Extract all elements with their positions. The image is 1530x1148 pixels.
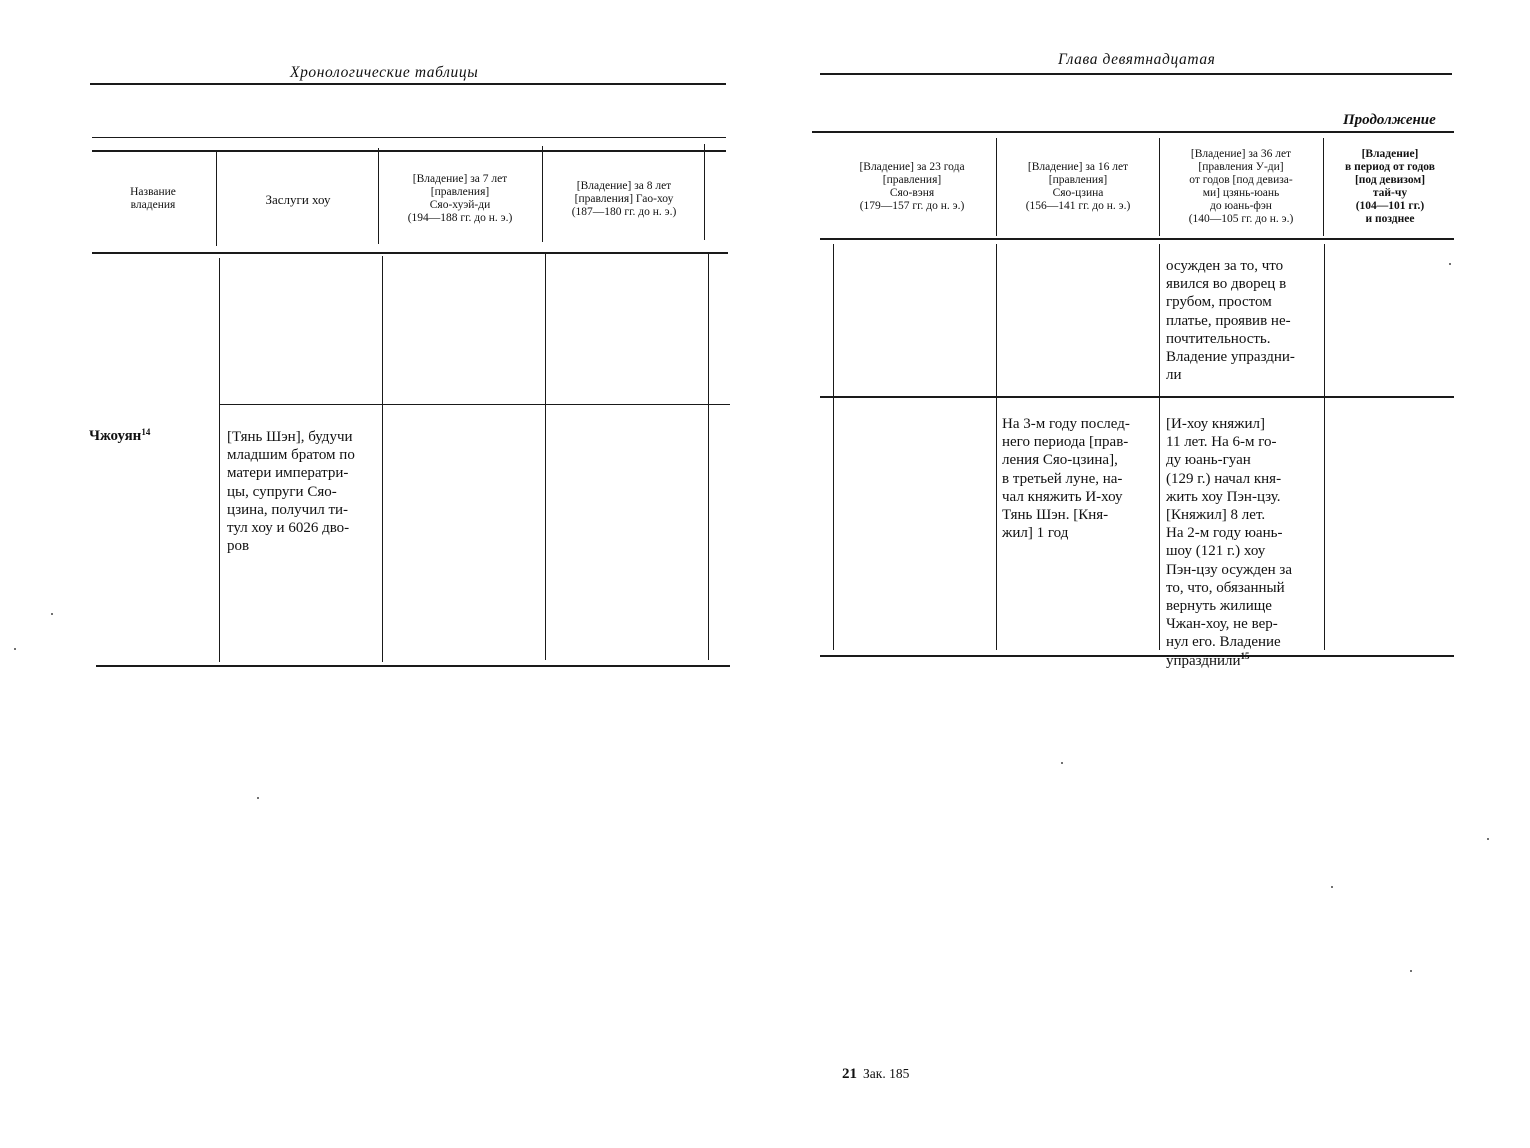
row2-xiaojing-text: На 3-м году послед- него периода [прав- ления Сяо-цзина], в третьей луне, на- чал княжить И-хоу Тянь Шэн. [Кня- жил] 1 год xyxy=(1002,416,1130,542)
left-col-divider xyxy=(704,144,705,240)
footnote-ref: 15 xyxy=(1240,650,1250,661)
column-header-text: [Владение] за 16 лет [правления] Сяо-цзина (156—141 гг. до н. э.) xyxy=(1025,161,1131,212)
printer-mark: Зак. 185 xyxy=(863,1066,910,1081)
left-col-header-reign-1 xyxy=(380,154,540,244)
column-header-text: [Владение] в период от годов [под девизом] тай-чу (104—101 гг.) и позднее xyxy=(1345,148,1435,225)
left-col-divider xyxy=(545,254,546,660)
column-header-text: Заслуги хоу xyxy=(265,191,331,207)
right-col-header-taichu xyxy=(1326,140,1454,234)
column-header-text: [Владение] за 36 лет [правления У-ди] от годов [под девиза- ми] цзянь-юань до юань-фэн (140—105 гг. до н. э.) xyxy=(1188,148,1294,225)
left-table-bottom-rule xyxy=(96,665,730,667)
left-col-header-merit xyxy=(220,154,376,244)
right-col-header-xiaowen xyxy=(830,140,994,234)
right-col-divider xyxy=(1323,138,1324,236)
left-col-header-reign-2 xyxy=(544,154,704,244)
left-col-divider xyxy=(382,256,383,662)
right-header-bottom-rule xyxy=(820,238,1454,240)
right-col-divider xyxy=(996,138,997,236)
row1-wudi-text: осужден за то, что явился во дворец в грубом, простом платье, проявив не- почтительность. Владение упраздни- ли xyxy=(1166,258,1295,384)
footnote-ref: 14 xyxy=(141,427,151,437)
left-table-top-rule xyxy=(92,137,726,138)
column-header-text: [Владение] за 23 года [правления] Сяо-вэня (179—157 гг. до н. э.) xyxy=(859,161,965,212)
left-col-divider xyxy=(216,150,217,246)
row-name-text: Чжоуян xyxy=(89,428,142,444)
left-col-header-name xyxy=(92,154,214,244)
left-header-top-rule xyxy=(92,150,726,152)
left-col-divider xyxy=(708,252,709,660)
right-col-divider xyxy=(833,244,834,650)
right-col-divider xyxy=(1324,244,1325,650)
right-table-top-rule xyxy=(812,131,1454,133)
right-table-bottom-rule xyxy=(820,655,1454,657)
row2-wudi-body: [И-хоу княжил] 11 лет. На 6-м го- ду юань-гуан (129 г.) начал кня- жить хоу Пэн-цзу. [Княжил] 8 лет. На 2-м году юань- шоу (121 г.) хоу Пэн-цзу осужден за то, что, обязанный вернуть жилище Чжан-хоу, не вер- нул его. Владение упразднили xyxy=(1166,416,1293,669)
continued-label: Продолжение xyxy=(1343,112,1436,128)
scan-speck xyxy=(257,797,259,799)
scan-speck xyxy=(1487,838,1489,840)
scan-speck xyxy=(1061,762,1063,764)
right-row-divider xyxy=(820,396,1454,398)
right-col-header-wudi xyxy=(1161,140,1321,234)
column-header-text: [Владение] за 8 лет [правления] Гао-хоу (187—180 гг. до н. э.) xyxy=(571,179,677,218)
row-name-zhouyang xyxy=(89,428,150,445)
sheet-number: 21 xyxy=(842,1066,857,1082)
scan-speck xyxy=(1331,886,1333,888)
left-row-divider xyxy=(220,404,730,405)
scan-speck xyxy=(1410,970,1412,972)
merit-text-zhouyang: [Тянь Шэн], будучи младшим братом по матери императри- цы, супруги Сяо- цзина, получил ти- тул хоу и 6026 дво- ров xyxy=(227,429,355,555)
left-col-divider xyxy=(219,258,220,662)
left-col-divider xyxy=(542,146,543,242)
scan-speck xyxy=(14,648,16,650)
right-col-header-xiaojing xyxy=(998,140,1158,234)
right-col-divider xyxy=(996,244,997,650)
right-head-rule xyxy=(820,73,1452,75)
printer-signature xyxy=(842,1066,909,1083)
left-col-divider xyxy=(378,148,379,244)
right-col-divider xyxy=(1159,138,1160,236)
column-header-text: Название владения xyxy=(130,186,176,211)
column-header-text: [Владение] за 7 лет [правления] Сяо-хуэй-ди (194—188 гг. до н. э.) xyxy=(407,173,513,224)
scan-speck xyxy=(1449,263,1451,265)
row2-wudi-text xyxy=(1166,415,1322,670)
scan-speck xyxy=(51,613,53,615)
right-running-head: Глава девятнадцатая xyxy=(1058,51,1216,68)
right-col-divider xyxy=(1159,244,1160,650)
left-header-bottom-rule xyxy=(92,252,728,254)
left-head-rule xyxy=(90,83,726,85)
left-running-head: Хронологические таблицы xyxy=(290,64,479,81)
